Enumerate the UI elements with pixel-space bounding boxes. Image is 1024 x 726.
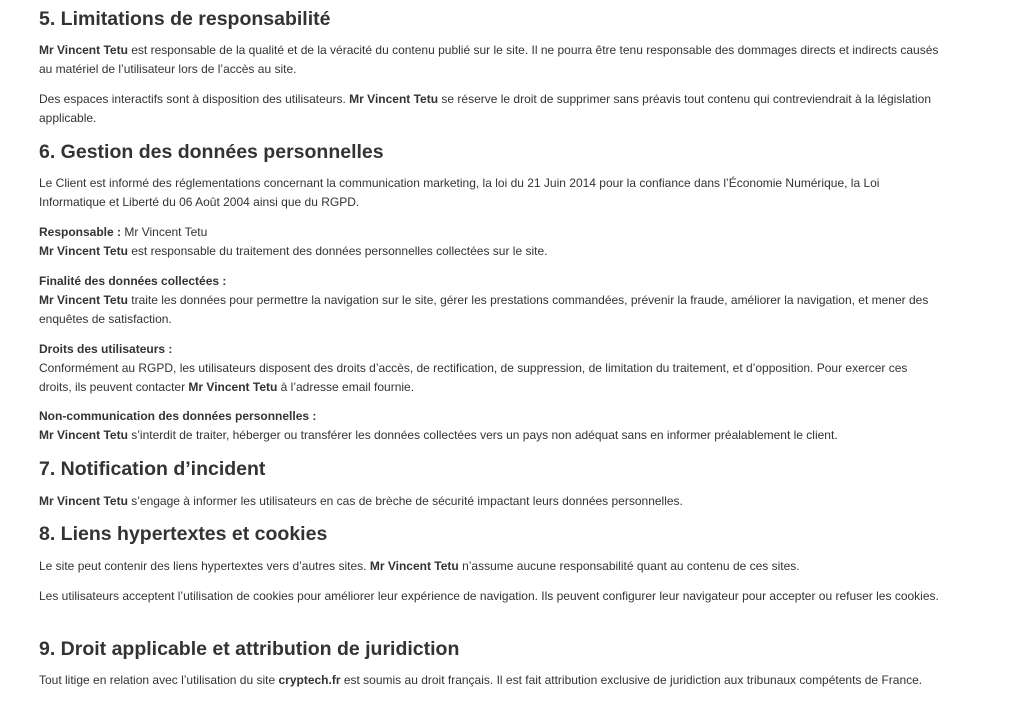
section-8-paragraph-1: [39, 557, 939, 576]
section-6-intro: Le Client est informé des réglementations concernant la communication marketing, la loi du 21 Juin 2014 pour la confiance dans l’Économie Numérique, la Loi Informatique et Liberté du 06 Août 2004 ainsi que du RGPD.: [39, 176, 880, 209]
paragraph-text: Tout litige en relation avec l’utilisation du site: [39, 673, 279, 687]
responsable-label: Responsable :: [39, 225, 122, 239]
section-8-title: 8. Liens hypertextes et cookies: [39, 523, 328, 545]
owner-name: Mr Vincent Tetu: [39, 43, 128, 57]
paragraph-text: n’assume aucune responsabilité quant au contenu de ces sites.: [458, 559, 800, 573]
finalite-label: Finalité des données collectées :: [39, 274, 227, 288]
section-6-title: 6. Gestion des données personnelles: [39, 141, 384, 163]
paragraph-text: est soumis au droit français. Il est fait attribution exclusive de juridiction aux tribunaux compétents de France.: [340, 673, 923, 687]
section-5-paragraph-2: [39, 90, 939, 128]
owner-name: Mr Vincent Tetu: [188, 380, 278, 394]
paragraph-text: est responsable de la qualité et de la véracité du contenu publié sur le site. Il ne pourra être tenu responsable des dommages directs et indirects causés au matériel de l’utilisateur lors de l’accès au site.: [39, 43, 939, 76]
paragraph-text: à l’adresse email fournie.: [277, 380, 415, 394]
paragraph-text: s’engage à informer les utilisateurs en cas de brèche de sécurité impactant leurs données personnelles.: [127, 494, 683, 508]
non-communication-label: Non-communication des données personnelles :: [39, 409, 317, 423]
owner-name: Mr Vincent Tetu: [39, 293, 128, 307]
owner-name: Mr Vincent Tetu: [39, 494, 128, 508]
paragraph-text: traite les données pour permettre la navigation sur le site, gérer les prestations commandées, prévenir la fraude, améliorer la navigation, et mener des enquêtes de satisfaction.: [39, 293, 929, 326]
section-7-paragraph: [39, 492, 939, 511]
section-6-finalite: [39, 272, 939, 329]
paragraph-text: se réserve le droit de supprimer sans préavis tout contenu qui contreviendrait à la législation applicable.: [39, 92, 931, 125]
section-8-paragraph-2: Les utilisateurs acceptent l’utilisation de cookies pour améliorer leur expérience de navigation. Ils peuvent configurer leur navigateur pour accepter ou refuser les cookies.: [39, 589, 939, 603]
section-5-paragraph-1: [39, 41, 939, 79]
owner-name: Mr Vincent Tetu: [39, 428, 128, 442]
owner-name: Mr Vincent Tetu: [39, 244, 128, 258]
section-9-paragraph: [39, 671, 939, 690]
paragraph-text: s’interdit de traiter, héberger ou transférer les données collectées vers un pays non adéquat sans en informer préalablement le client.: [127, 428, 838, 442]
paragraph-text: est responsable du traitement des données personnelles collectées sur le site.: [127, 244, 548, 258]
section-6-non-communication: [39, 407, 939, 445]
section-6-responsable: [39, 223, 939, 261]
responsable-value: Mr Vincent Tetu: [121, 225, 208, 239]
paragraph-text: Le site peut contenir des liens hypertextes vers d’autres sites.: [39, 559, 370, 573]
section-6-droits: [39, 340, 939, 397]
droits-label: Droits des utilisateurs :: [39, 342, 173, 356]
section-7-title: 7. Notification d’incident: [39, 458, 266, 480]
owner-name: Mr Vincent Tetu: [349, 92, 439, 106]
paragraph-text: Conformément au RGPD, les utilisateurs disposent des droits d’accès, de rectification, de suppression, de limitation du traitement, et d’opposition. Pour exercer ces droits, ils peuvent contacter: [39, 361, 908, 394]
section-9-title: 9. Droit applicable et attribution de juridiction: [39, 638, 460, 660]
site-domain: cryptech.fr: [278, 673, 341, 687]
owner-name: Mr Vincent Tetu: [369, 559, 459, 573]
section-5-title: 5. Limitations de responsabilité: [39, 8, 331, 30]
paragraph-text: Des espaces interactifs sont à disposition des utilisateurs.: [39, 92, 350, 106]
